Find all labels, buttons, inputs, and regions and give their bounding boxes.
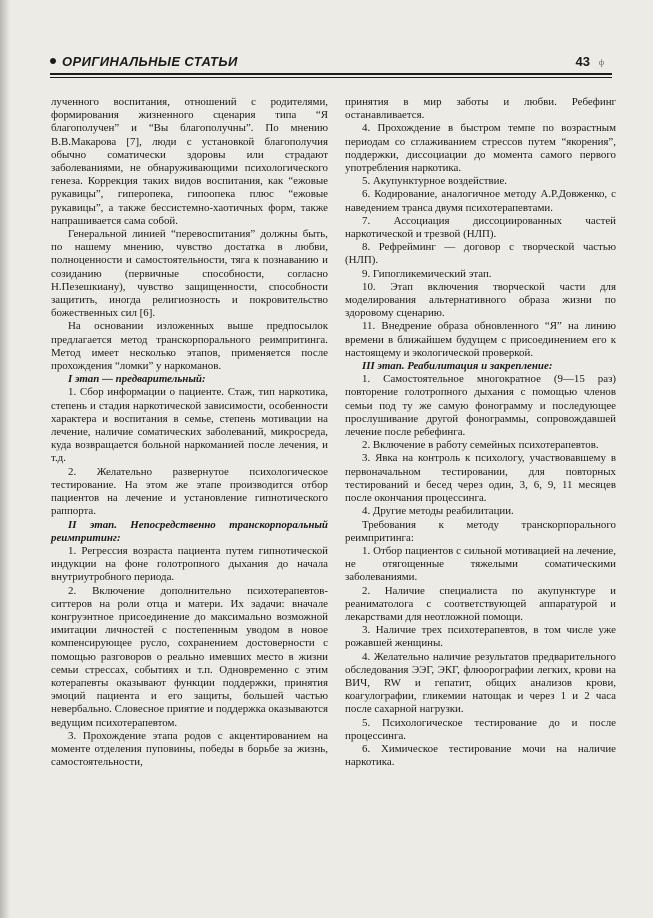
section-subheading: II этап. Непосредственно транскорпоральный реимпритинг: (51, 518, 328, 544)
paragraph: 1. Отбор пациентов с сильной мотивацией на лечение, не отягощенные тяжелыми соматическими заболеваниями. (345, 544, 616, 584)
paragraph: 5. Психологическое тестирование до и после процессинга. (345, 716, 616, 742)
header-rule-thin (50, 77, 612, 78)
paragraph: 2. Включение дополнительно психотерапевтов-ситтеров на роли отца и матери. Их задачи: вначале конгруэнтное присоединение до максимально возможной имитации личностей с постепенным уводом в новое компенсирующее русло, сохранением достоверности с помощью разговоров о реально имевших место в жизни семьи стрессах, событиях и т.п. Одновременно с этим котерапевты оказывают функции поддержки, принятия эмоций пациента и его защиты, большей частью невербально. Словесное приятие и поддержка оказываются ведущим психотерапевтом. (51, 584, 328, 729)
paragraph: Требования к методу транскорпорального реимпритинга: (345, 518, 616, 544)
right-column (345, 96, 616, 769)
section-subheading: I этап — предварительный: (68, 373, 206, 386)
paragraph: 1. Сбор информации о пациенте. Стаж, тип наркотика, степень и стадия наркотической зависимости, особенности характера и воспитания в семье, степень мотивации на лечение, наличие соматических заболеваний, микросреда, куда возвращается больной наркоманией после лечения, и т.д. (51, 386, 328, 465)
paragraph: 9. Гипогликемический этап. (362, 267, 492, 280)
paragraph: 3. Прохождение этапа родов с акцентированием на моменте отделения пуповины, победы в борьбе за жизнь, самостоятельности, (51, 729, 328, 769)
header-mark: ф (598, 58, 604, 67)
left-column (51, 96, 328, 769)
paragraph: 6. Химическое тестирование мочи на наличие наркотика. (345, 742, 616, 769)
paragraph: 2. Включение в работу семейных психотерапевтов. (362, 439, 599, 452)
paragraph: 3. Наличие трех психотерапевтов, в том числе уже рожавшей женщины. (345, 624, 616, 650)
scan-edge-shadow (0, 0, 10, 918)
paragraph: 5. Акупунктурное воздействие. (362, 175, 507, 188)
paragraph: 1. Регрессия возраста пациента путем гипнотической индукции на фоне голотропного дыхания до начала внутриутробного периода. (51, 544, 328, 584)
paragraph: 1. Самостоятельное многократное (9—15 раз) повторение голотропного дыхания с помощью членов семьи под ту же самую фонограмму и последующее прослушивание другой фонограммы, сопровождавшей лечение после ребефинга. (345, 373, 616, 439)
paragraph: лученного воспитания, отношений с родителями, формирования жизненного сценария типа “Я благополучен” и “Вы благополучны”. По мнению В.В.Макарова [7], люди с установкой благополучия обычно соматически здоровы или страдают заболеваниями, не обнаруживающими психологического генеза. Коррекция таких видов воспитания, как “ежовые рукавицы”, гиперопека, гипоопека плюс “ежовые рукавицы”, а также бессистемно-хаотичных форм, также напрашивается сама собой. (51, 96, 328, 227)
paragraph: принятия в мир заботы и любви. Ребефинг останавливается. (345, 96, 616, 122)
section-title: ОРИГИНАЛЬНЫЕ СТАТЬИ (62, 54, 238, 69)
running-header (50, 54, 612, 72)
header-rule-thick (50, 73, 612, 75)
paragraph: 4. Прохождение в быстром темпе по возрастным периодам со сглаживанием стрессов путем “якорения”, поддержки, диссоциации до момента самого первого употребления наркотика. (345, 122, 616, 175)
paragraph: На основании изложенных выше предпосылок предлагается метод транскорпорального реимпритинга. Метод имеет несколько этапов, применяется после прохождения “ломки” у наркоманов. (51, 320, 328, 373)
paragraph: Генеральной линией “перевоспитания” должны быть, по нашему мнению, чувство достатка в любви, полноценности и самостоятельности, тяга к познаванию и созиданию (первичные способности, согласно Н.Пезешкиану), чувство защищенности, способности защитить, иногда религиозность и покровительство божественных сил [6]. (51, 228, 328, 320)
paragraph: 8. Рефрейминг — договор с творческой частью (НЛП). (345, 241, 616, 267)
paragraph: 10. Этап включения творческой части для моделирования альтернативного образа жизни по здоровому сценарию. (345, 280, 616, 320)
paragraph: 11. Внедрение образа обновленного “Я” на линию времени в ближайшем будущем с присоединением его к настоящему и экологической проверкой. (345, 320, 616, 359)
paragraph: 3. Явка на контроль к психологу, участвовавшему в первоначальном тестировании, для повторных тестирований и бесед через один, 3, 6, 9, 11 месяцев после окончания процессинга. (345, 452, 616, 505)
paragraph: 7. Ассоциация диссоциированных частей наркотической и трезвой (НЛП). (345, 214, 616, 241)
paragraph: 2. Наличие специалиста по акупунктуре и реаниматолога с соответствующей аппаратурой и лекарствами для неотложной помощи. (345, 584, 616, 623)
paragraph: 4. Другие методы реабилитации. (362, 505, 514, 518)
page-number: 43 (575, 54, 590, 69)
paragraph: 6. Кодирование, аналогичное методу А.Р.Довженко, с наведением транса двумя психотерапевтами. (345, 188, 616, 214)
paragraph: 2. Желательно развернутое психологическое тестирование. На этом же этапе производится отбор пациентов на лечение и установление гипнотического раппорта. (51, 465, 328, 518)
section-subheading: III этап. Реабилитация и закрепление: (362, 360, 553, 373)
bullet-icon (50, 58, 56, 64)
paragraph: 4. Желательно наличие результатов предварительного обследования ЭЭГ, ЭКГ, флюорографии легких, крови на ВИЧ, RW и гепатит, общих анализов крови, коагулографии, гликемии натощак и через 1 и 2 часа после сахарной нагрузки. (345, 650, 616, 716)
